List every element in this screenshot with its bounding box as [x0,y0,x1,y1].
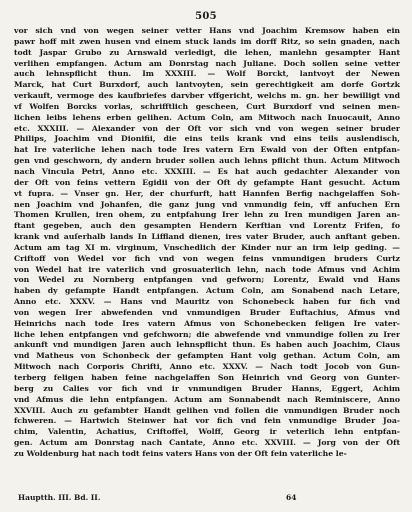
text-line: gen vnd geschworn, dy andern bruder sollen auch lehns pflicht thun. Actum Mitwoch [14,156,400,166]
page-number: 505 [195,11,217,22]
text-line: Criftoff von Wedel vor fich vnd von wegen feins vnmundigen bruders Curtz [14,253,400,263]
text-line: fchweren. — Hartwich Steinwer hat vor fich vnd fein vnmundige Bruder Joa- [14,416,400,426]
text-line: terberg feligen haben feine nachgelaffen Son Heinrich vnd Georg von Gunter- [14,373,400,382]
text-line: haben dy gefampte Handt entpfangen. Actum Coln, am Sonabend nach Letare, [14,286,400,296]
text-line: gen. Actum am Donrstag nach Cantate, Anno etc. XXVIII. — Jorg von der Oft [14,438,400,448]
text-line: vf Wolfen Borcks vorlas, schrifftlich gescheen, Curt Burxdorf vnd seinen men- [14,101,400,111]
text-line: liche lehen entpfangen vnd gefchworn; die abwefende vnd vnmundige follen zu Irer [14,329,400,339]
text-line: berg zu Calies vor fich vnd ir vnmundigen Bruder Hanns, Eggert, Achim [14,383,400,393]
text-line: vor sich vnd von wegen seiner vetter Hans vnd Joachim Kremsow haben ein [14,26,400,35]
text-line: verlihen empfangen. Actum am Donrstag nach Juliane. Doch sollen seine vetter [14,58,400,68]
body-text [14,26,400,460]
text-line: von Wedel hat ire vaterlich vnd grosuaterlich lehn, nach tode Afmus vnd Achim [14,264,400,274]
text-line: hat Ire vaterliche lehen nach tode Ires vatern Ern Ewald von der Often entpfan- [14,145,400,155]
text-line: pawr hoff mit zwen husen vnd einem stuck lands im dorff Ritz, so sein gnaden, nach [14,36,400,46]
text-line: Actum am tag XI m. virginum, Vnschedlich der Kinder nur an irm leip geding. — [14,242,400,252]
text-line: ftant gegeben, auch den gesampten Hendern Kerftian vnd Lorentz Frifen, fo [14,221,400,231]
text-line: Philips, Joachim vnd Dionifii, die eins teils krank vnd eins teils auslendisch, [14,134,400,144]
text-line: von Wedel zu Nornberg entpfangen vnd gefworn; Lorentz, Ewald vnd Hans [14,275,400,285]
volume-reference: Hauptth. III. Bd. II. [18,493,101,502]
text-line: etc. XXXIII. — Alexander von der Oft vor sich vnd von wegen seiner bruder [14,123,400,133]
text-line: zu Woldenburg hat nach todt feins vaters Hans von der Oft fein vaterliche le- [14,448,347,458]
text-line: ankunft vnd mundigen Jaren auch lehnspflicht thun. Es haben auch Joachim, Claus [14,340,400,350]
text-line: XXVIII. Auch zu gefambter Handt gelihen vnd follen die vnmundigen Bruder noch [14,405,400,415]
text-line: lichen leibs lehens erben gelihen. Actum Coln, am Mitwoch nach Inuocauit, Anno [14,112,400,122]
text-line: todt Jaspar Grubo zu Arnswald verledigt, die lehen, manlehn gesampter Hant [14,47,400,57]
text-line: verkauft, vermoge des kaufbriefes darvber vffgericht, welchs m. gn. her bewilligt vnd [14,91,400,101]
text-line: vt fupra. — Vnser gn. Her, der churfurft, hatt Hannfen Berfig nachgelaffen Soh- [14,188,400,198]
text-line: krank vnd auſerhalb lands In Liffland dienen, ires vater Bruder, auch anftant geben. [14,232,400,242]
text-line: Heinrichs nach tode Ires vatern Afmus von Schonebecken feligen Ire vater- [14,318,400,328]
text-line: Marck, hat Curt Burxdorf, auch lantvoyten, sein gerechtigkeit am dorfe Gortzk [14,80,400,90]
text-line: vnd Matheus von Schonbeck der gefampten Hant volg gethan. Actum Coln, am [14,351,400,361]
text-line: nen Joachim vnd Johanfen, die ganz jung vnd vnmundig fein, vff anfuchen Ern [14,199,400,209]
text-line: Thomen Krullen, iren ohem, zu entpfahung Irer lehn zu Iren mundigen Jaren an- [14,210,400,220]
text-line: auch lehnspflicht thun. Im XXXIII. — Wolf Borckt, lantvoyt der Newen [14,69,400,79]
text-line: vnd Afmus die lehn entpfangen. Actum am Sonnabendt nach Reminiscere, Anno [14,394,400,404]
text-line: chim, Valentin, Achatius, Criftoffel, Wolff, Georg ir veterlich lehn entpfan- [14,427,400,437]
signature-mark: 64 [286,493,297,502]
text-line: Mitwoch nach Corporis Chrifti, Anno etc. XXXV. — Nach todt Jocob von Gun- [14,362,400,372]
text-line: der Oft von feins vettern Egidii von der Oft dy gefampte Hant gesucht. Actum [14,177,400,187]
text-line: nach Vincula Petri, Anno etc. XXXIII. — Es hat auch gedachter Alexander von [14,166,400,176]
text-line: von wegen Irer abwefenden vnd vnmundigen Bruder Euftachius, Afmus vnd [14,307,400,317]
text-line: Anno etc. XXXV. — Hans vnd Mauritz von Schonebeck haben fur fich vnd [14,297,400,307]
